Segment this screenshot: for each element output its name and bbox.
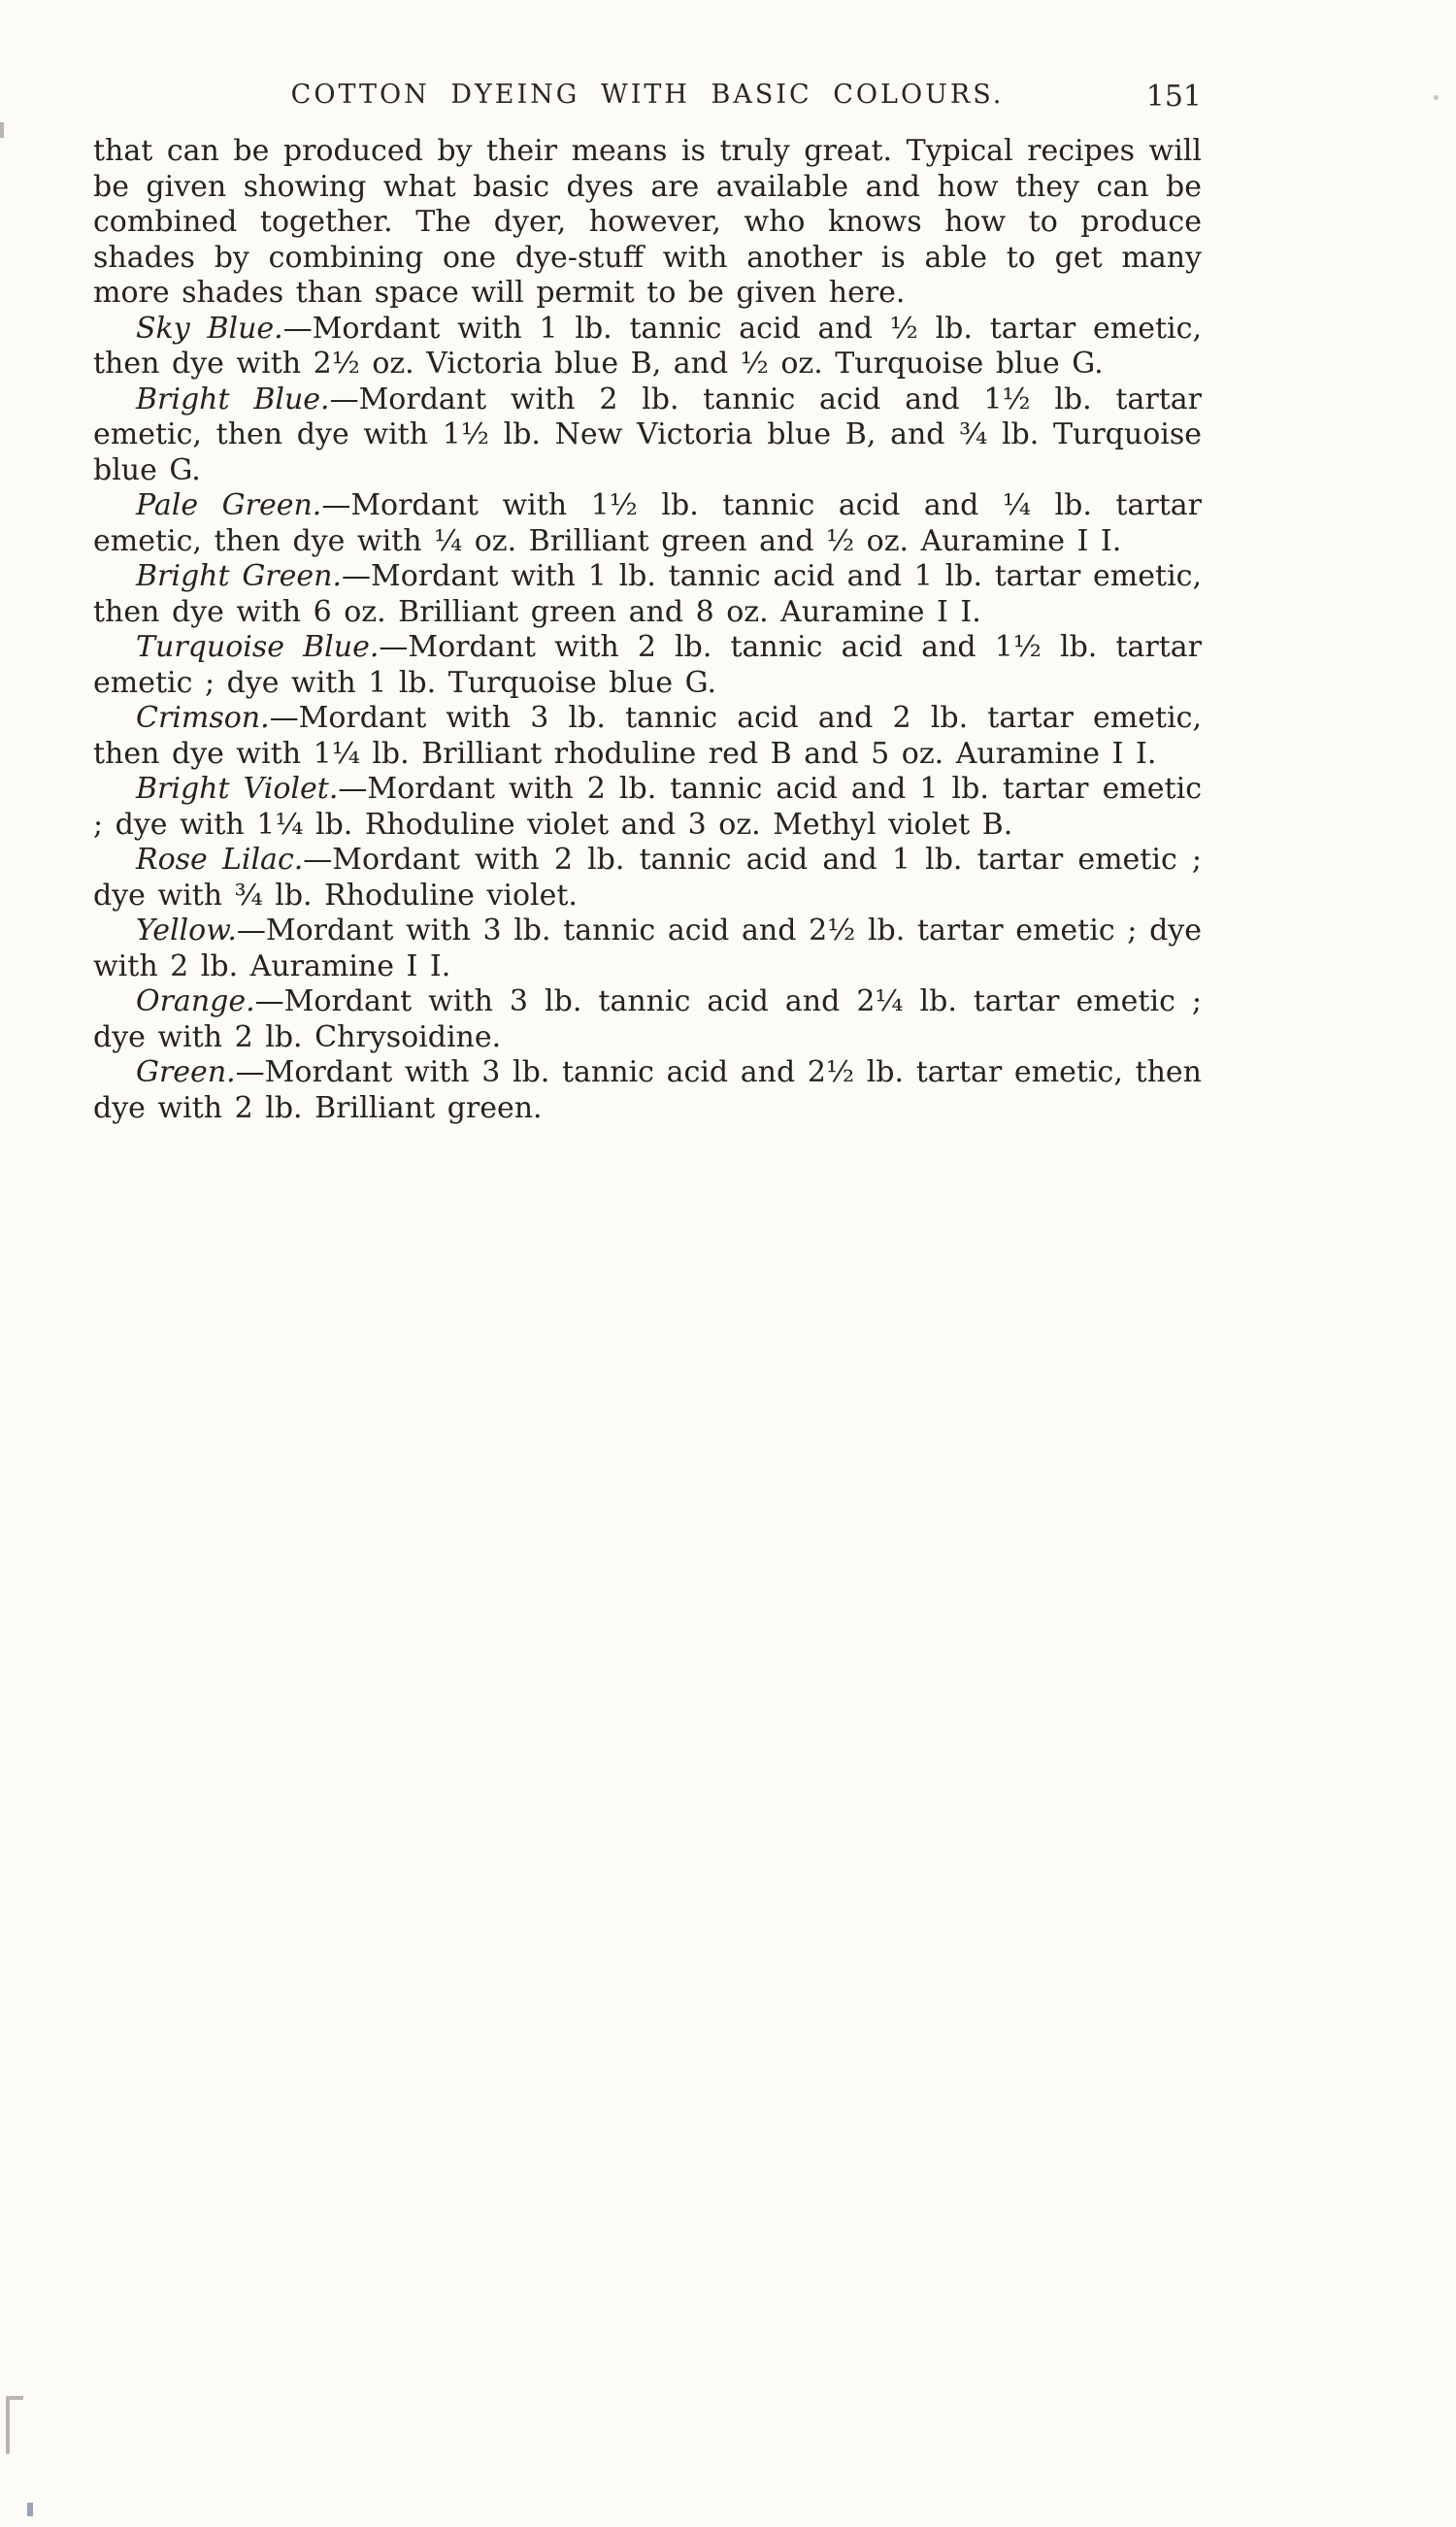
paragraph: Bright Violet.—Mordant with 2 lb. tannic acid and 1 lb. tartar emetic ; dye with 1¼ lb. Rhoduline violet and 3 oz. Methyl violet B.: [93, 772, 1202, 842]
text-column: [93, 80, 1202, 1126]
paragraph: Bright Green.—Mordant with 1 lb. tannic acid and 1 lb. tartar emetic, then dye with 6 oz. Brilliant green and 8 oz. Auramine I I.: [93, 559, 1203, 629]
scan-artifact: [10, 2396, 23, 2400]
paragraph-lead: Crimson.: [136, 701, 270, 735]
paragraph-lead: Orange.: [136, 984, 255, 1018]
paragraph-lead: Pale Green.: [136, 488, 322, 522]
paragraph: Yellow.—Mordant with 3 lb. tannic acid and 2½ lb. tartar emetic ; dye with 2 lb. Auramine I I.: [93, 914, 1202, 983]
paragraph-lead: Bright Blue.: [136, 382, 330, 416]
paragraph: Rose Lilac.—Mordant with 2 lb. tannic acid and 1 lb. tartar emetic ; dye with ¾ lb. Rhoduline violet.: [93, 843, 1203, 913]
page-header-title: COTTON DYEING WITH BASIC COLOURS.: [290, 80, 1005, 110]
paragraph: Orange.—Mordant with 3 lb. tannic acid and 2¼ lb. tartar emetic ; dye with 2 lb. Chrysoidine.: [93, 984, 1202, 1054]
paragraph: Crimson.—Mordant with 3 lb. tannic acid and 2 lb. tartar emetic, then dye with 1¼ lb. Brilliant rhoduline red B and 5 oz. Auramine I I.: [93, 701, 1202, 771]
text-block: [93, 134, 1202, 1126]
scan-artifact: [1434, 95, 1439, 100]
scan-artifact: [27, 2503, 33, 2516]
paragraph: Green.—Mordant with 3 lb. tannic acid and 2½ lb. tartar emetic, then dye with 2 lb. Brilliant green.: [93, 1055, 1202, 1125]
paragraph-lead: Bright Green.: [136, 559, 342, 593]
paragraph: Turquoise Blue.—Mordant with 2 lb. tannic acid and 1½ lb. tartar emetic ; dye with 1 lb. Turquoise blue G.: [93, 630, 1202, 700]
paragraph: that can be produced by their means is truly great. Typical recipes will be given showing what basic dyes are available and how they can be combined together. The dyer, however, who knows how to produce shades by combining one dye-stuff with another is able to get many more shades than space will permit to be given here.: [93, 134, 1202, 310]
page-number: 151: [1145, 80, 1202, 114]
paragraph: Bright Blue.—Mordant with 2 lb. tannic acid and 1½ lb. tartar emetic, then dye with 1½ lb. New Victoria blue B, and ¾ lb. Turquoise blue G.: [93, 382, 1202, 487]
running-header: [93, 80, 1202, 118]
paragraph: Pale Green.—Mordant with 1½ lb. tannic acid and ¼ lb. tartar emetic, then dye with ¼ oz. Brilliant green and ½ oz. Auramine I I.: [93, 488, 1202, 558]
paragraph-lead: Yellow.: [136, 914, 237, 948]
scan-artifact: [0, 122, 4, 138]
paragraph-lead: Sky Blue.: [136, 311, 283, 346]
paragraph-lead: Bright Violet.: [136, 772, 339, 806]
paragraph-lead: Green.: [136, 1055, 236, 1089]
paragraph-lead: Turquoise Blue.: [136, 630, 380, 664]
scan-artifact: [6, 2396, 10, 2454]
paragraph: Sky Blue.—Mordant with 1 lb. tannic acid and ½ lb. tartar emetic, then dye with 2½ oz. Victoria blue B, and ½ oz. Turquoise blue G.: [93, 311, 1202, 381]
paragraph-lead: Rose Lilac.: [136, 843, 304, 877]
